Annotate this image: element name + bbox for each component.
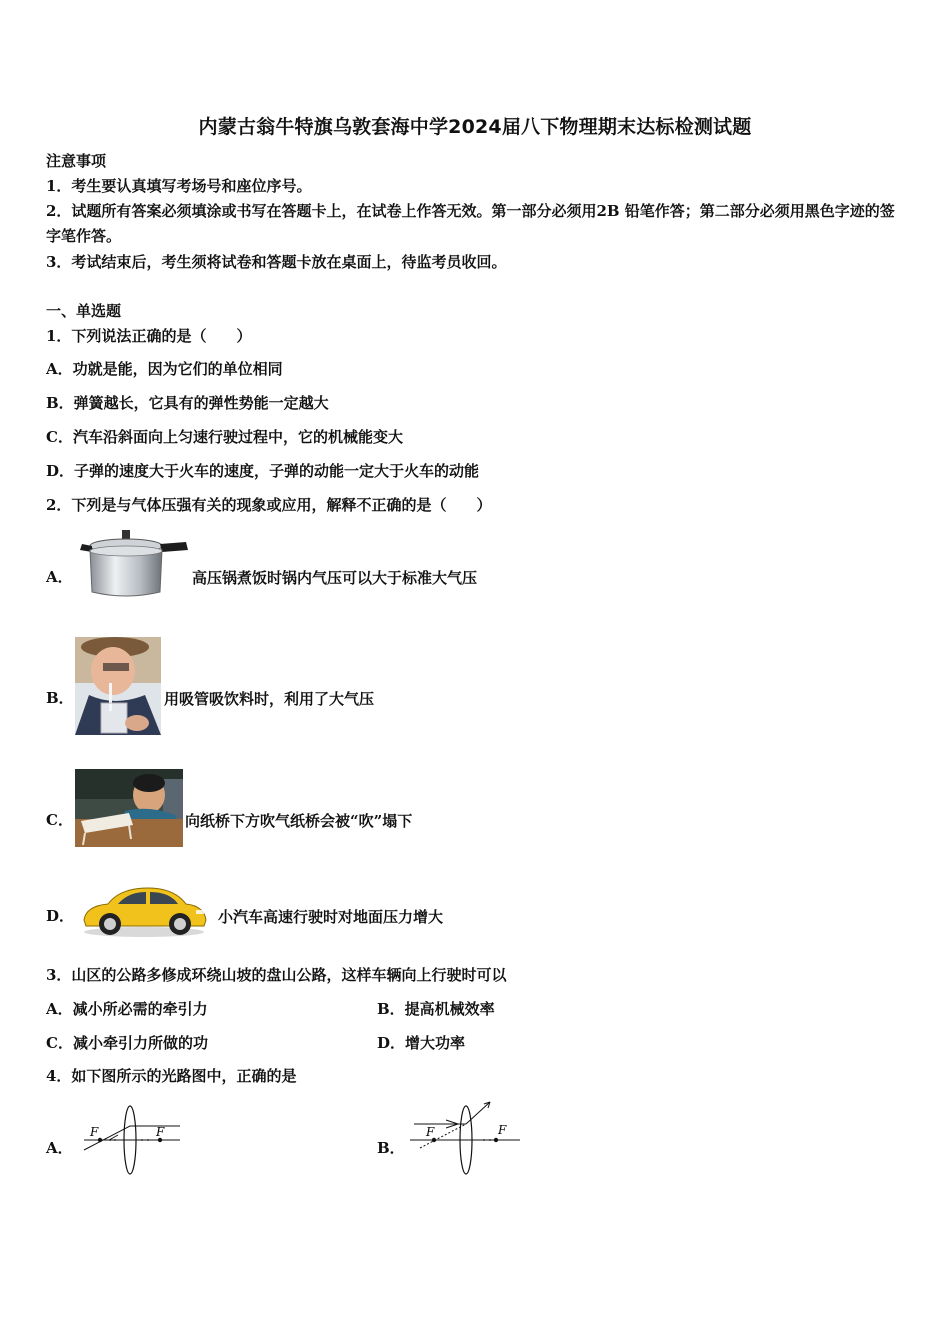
q2-option-b-label: B． bbox=[46, 689, 74, 707]
q2-option-a-label: A． bbox=[46, 568, 73, 586]
page-title: 内蒙古翁牛特旗乌敦套海中学2024届八下物理期末达标检测试题 bbox=[198, 116, 752, 138]
q1-option-b: B．弹簧越长，它具有的弹性势能一定越大 bbox=[46, 394, 329, 412]
q2-option-c-label: C． bbox=[46, 811, 73, 829]
notice-item-3: 3．考试结束后，考生须将试卷和答题卡放在桌面上，待监考员收回。 bbox=[46, 253, 507, 271]
q3-stem: 3．山区的公路多修成环绕山坡的盘山公路，这样车辆向上行驶时可以 bbox=[46, 966, 507, 984]
q4-stem: 4．如下图所示的光路图中，正确的是 bbox=[46, 1067, 297, 1085]
q2-option-d-text: 小汽车高速行驶时对地面压力增大 bbox=[218, 908, 444, 926]
q1-option-a: A．功就是能，因为它们的单位相同 bbox=[46, 360, 283, 378]
notice-item-1: 1．考生要认真填写考场号和座位序号。 bbox=[46, 177, 312, 195]
q3-option-d: D．增大功率 bbox=[377, 1034, 466, 1052]
q2-option-a-text: 高压锅煮饭时锅内气压可以大于标准大气压 bbox=[192, 569, 478, 587]
q1-option-c: C．汽车沿斜面向上匀速行驶过程中，它的机械能变大 bbox=[46, 428, 403, 446]
focus-label-left: F bbox=[426, 1125, 435, 1139]
q1-option-d: D．子弹的速度大于火车的速度，子弹的动能一定大于火车的动能 bbox=[46, 462, 480, 480]
section-heading: 一、单选题 bbox=[46, 302, 122, 320]
q4-option-a-label: A． bbox=[46, 1139, 73, 1157]
paper-bridge-photo bbox=[75, 769, 183, 847]
q3-option-b: B．提高机械效率 bbox=[377, 1000, 495, 1018]
q2-option-d-label: D． bbox=[46, 907, 75, 925]
q3-option-c: C．减小牵引力所做的功 bbox=[46, 1034, 208, 1052]
q4-option-b-label: B． bbox=[377, 1139, 405, 1157]
focus-label-left: F bbox=[90, 1125, 99, 1139]
drinking-straw-photo bbox=[75, 637, 161, 735]
q3-option-a: A．减小所必需的牵引力 bbox=[46, 1000, 208, 1018]
lens-diagram-a bbox=[80, 1102, 184, 1178]
lens-diagram-b bbox=[406, 1100, 524, 1178]
focus-label-right: F bbox=[156, 1125, 165, 1139]
yellow-car-image bbox=[78, 880, 210, 938]
pressure-cooker-image bbox=[78, 528, 190, 600]
notice-item-2: 2．试题所有答案必须填涂或书写在答题卡上，在试卷上作答无效。第一部分必须用2B 铅笔作答；第二部分必须用黑色字迹的签字笔作答。 bbox=[46, 202, 895, 245]
q2-stem: 2．下列是与气体压强有关的现象或应用，解释不正确的是（ ） bbox=[46, 496, 492, 514]
q1-stem: 1．下列说法正确的是（ ） bbox=[46, 327, 252, 345]
notice-heading: 注意事项 bbox=[46, 152, 107, 170]
q2-option-c-text: 向纸桥下方吹气纸桥会被“吹”塌下 bbox=[185, 812, 413, 830]
q2-option-b-text: 用吸管吸饮料时，利用了大气压 bbox=[164, 690, 375, 708]
focus-label-right: F bbox=[498, 1123, 507, 1137]
